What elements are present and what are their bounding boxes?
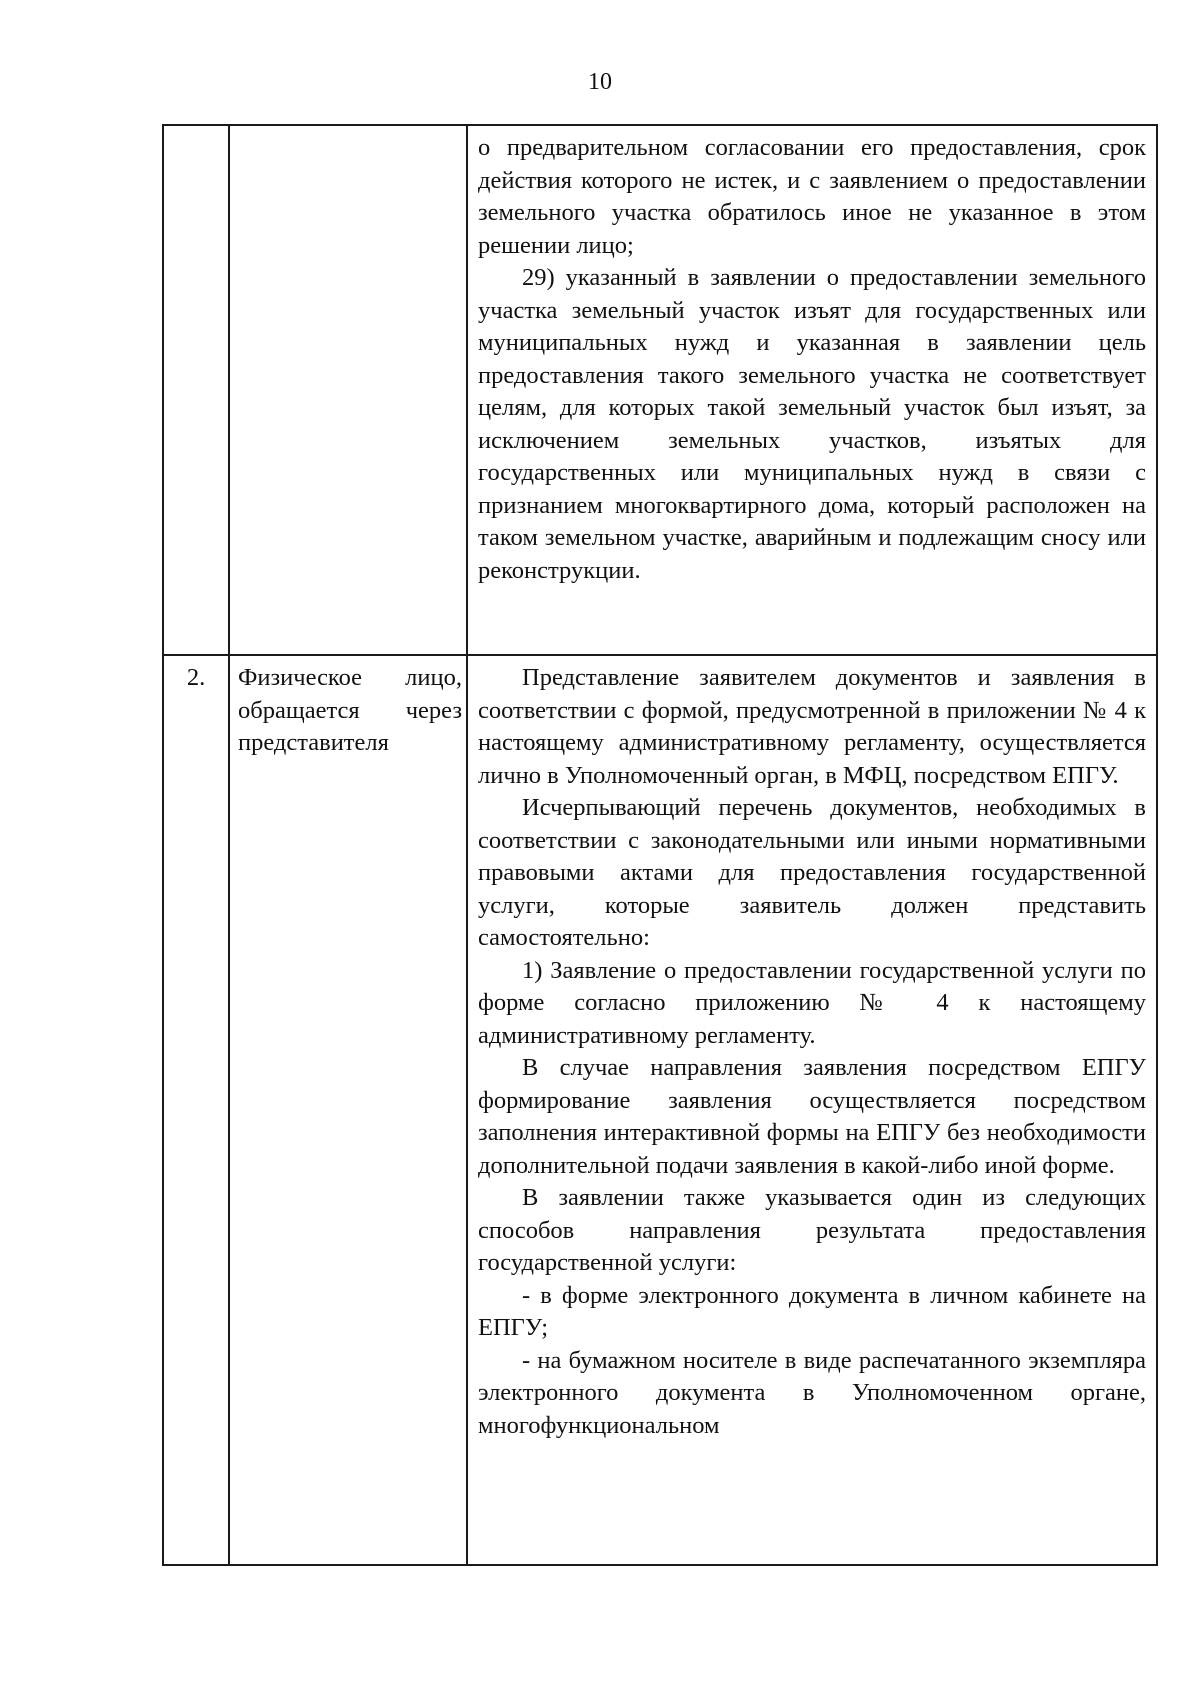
- subject-text: [230, 126, 466, 132]
- document-table: [162, 124, 1158, 1566]
- row-number: 2.: [186, 664, 206, 691]
- paragraph: 29) указанный в заявлении о предоставлении земельного участка земельный участок изъят для государственных или муниципальных нужд и указанная в заявлении цель предоставления такого земельного участка не соответствует целям, для которых такой земельный участок был изъят, за исключением земельных участков, изъятых для государственных или муниципальных нужд в связи с признанием многоквартирного дома, который расположен на таком земельном участке, аварийным и подлежащим сносу или реконструкции.: [478, 264, 1146, 584]
- paragraph: Представление заявителем документов и заявления в соответствии с формой, предусмотренной в приложении № 4 к настоящему административному регламенту, осуществляется лично в Уполномоченный орган, в МФЦ, посредством ЕПГУ.: [478, 664, 1146, 789]
- paragraph: В случае направления заявления посредством ЕПГУ формирование заявления осуществляется посредством заполнения интерактивной формы на ЕПГУ без необходимости дополнительной подачи заявления в какой-либо иной форме.: [478, 1054, 1146, 1179]
- paragraph: Исчерпывающий перечень документов, необходимых в соответствии с законодательными или иными нормативными правовыми актами для предоставления государственной услуги, которые заявитель должен представить самостоятельно:: [478, 794, 1146, 951]
- table-row: [163, 125, 1157, 655]
- table-row: [163, 655, 1157, 1565]
- row-number-cell: [163, 655, 229, 1565]
- content-cell: [467, 125, 1157, 655]
- row-number-cell: [163, 125, 229, 655]
- paragraph: 1) Заявление о предоставлении государственной услуги по форме согласно приложению № 4 к настоящему административному регламенту.: [478, 956, 1146, 1049]
- row-number: [164, 126, 228, 132]
- page-number: 10: [588, 69, 612, 95]
- subject-cell: [229, 125, 467, 655]
- content-text: [468, 656, 1156, 1444]
- subject-text: Физическое лицо, обращается через представителя: [238, 664, 462, 756]
- paragraph: о предварительном согласовании его предоставления, срок действия которого не истек, и с заявлением о предоставлении земельного участка обратилось иное не указанное в этом решении лицо;: [478, 134, 1146, 259]
- paragraph: - на бумажном носителе в виде распечатанного экземпляра электронного документа в Уполномоченном органе, многофункциональном: [478, 1346, 1146, 1439]
- paragraph: В заявлении также указывается один из следующих способов направления результата предоставления государственной услуги:: [478, 1184, 1146, 1276]
- content-text: [468, 126, 1156, 589]
- paragraph: - в форме электронного документа в личном кабинете на ЕПГУ;: [478, 1281, 1146, 1341]
- subject-cell: [229, 655, 467, 1565]
- content-cell: [467, 655, 1157, 1565]
